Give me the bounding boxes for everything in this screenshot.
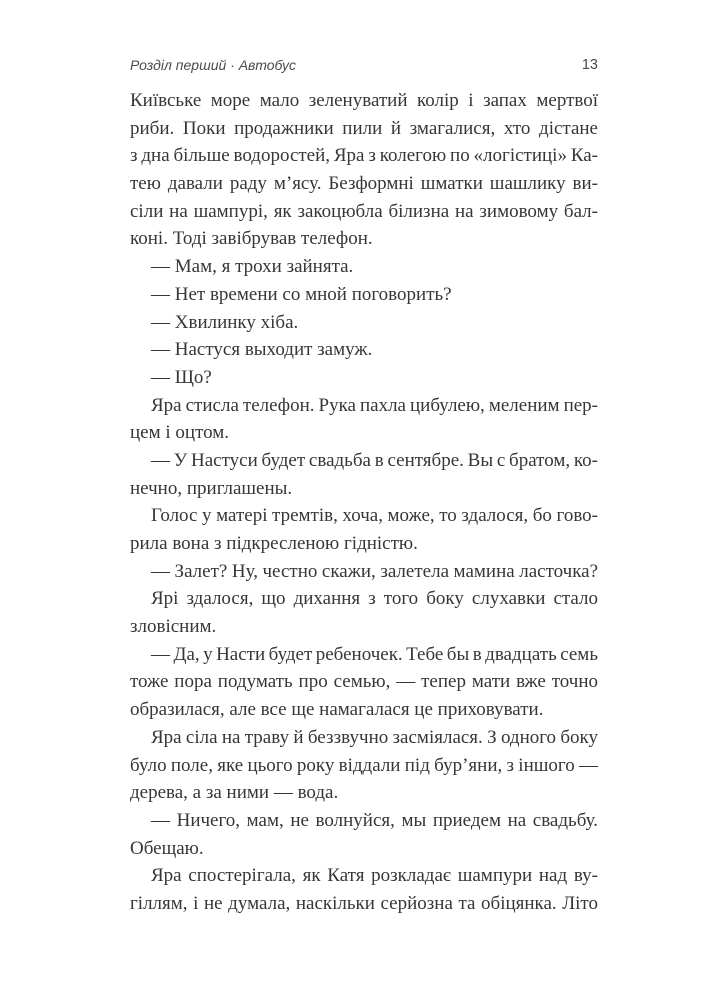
text-line-content: було поле, яке цього року віддали під бур’яни, з іншого — <box>130 754 598 776</box>
text-line <box>130 807 598 835</box>
text-line <box>130 779 598 807</box>
text-line-content: Голос у матері тремтів, хоча, може, то здалося, бо гово- <box>151 505 598 527</box>
text-line-content: тоже пора подумать про семью, — тепер мати вже точно <box>130 671 598 693</box>
text-line <box>130 336 598 364</box>
text-line-content: коні. Тоді завібрував телефон. <box>130 228 373 250</box>
page-number: 13 <box>581 57 598 73</box>
text-line <box>130 558 598 586</box>
text-line <box>130 364 598 392</box>
text-line <box>130 142 598 170</box>
text-line-content: цем і оцтом. <box>130 422 230 444</box>
text-line-content: — Що? <box>151 366 212 388</box>
text-line-content: Яра спостерігала, як Катя розкладає шампури над ву- <box>151 865 598 887</box>
text-line-content: дерева, а за ними — вода. <box>130 782 339 804</box>
text-line <box>130 724 598 752</box>
running-title: Розділ перший · Автобус <box>130 57 297 73</box>
text-line <box>130 835 598 863</box>
text-line-content: сіли на шампурі, як закоцюбла білизна на зимовому бал- <box>130 200 598 222</box>
text-line-content: — Настуся выходит замуж. <box>151 339 373 361</box>
text-line <box>130 309 598 337</box>
text-line-content: зловісним. <box>130 616 217 638</box>
text-line <box>130 392 598 420</box>
text-line-content: — Ничего, мам, не волнуйся, мы приедем на свадьбу. <box>151 809 598 831</box>
text-line <box>130 475 598 503</box>
text-line-content: — Нет времени со мной поговорить? <box>151 283 452 305</box>
text-line-content: з дна більше водоростей, Яра з колегою по «логістиці» Ка- <box>130 145 598 167</box>
text-line-content: — Мам, я трохи зайнята. <box>151 256 354 278</box>
text-line-content: Яра сіла на траву й беззвучно засміялася. З одного боку <box>151 726 598 748</box>
text-line <box>130 641 598 669</box>
text-line-content: рила вона з підкресленою гідністю. <box>130 533 418 554</box>
text-line-content: риби. Поки продажники пили й змагалися, хто дістане <box>130 117 598 139</box>
text-line-content: тею давали раду м’ясу. Безформні шматки шашлику ви- <box>130 173 598 195</box>
text-line <box>130 502 598 530</box>
text-line-content: Яра стисла телефон. Рука пахла цибулею, меленим пер- <box>151 394 598 416</box>
text-line <box>130 447 598 475</box>
text-line-content: — Да, у Насти будет ребеночек. Тебе бы в двадцать семь <box>151 643 598 665</box>
text-line <box>130 862 598 890</box>
body-text <box>130 87 598 918</box>
text-line-content: — Хвилинку хіба. <box>151 311 299 333</box>
text-line-content: нечно, приглашены. <box>130 477 293 499</box>
text-line <box>130 613 598 641</box>
text-line <box>130 696 598 724</box>
text-line-content: Ярі здалося, що дихання з того боку слухавки стало <box>151 588 598 610</box>
text-line-content: Київське море мало зеленуватий колір і запах мертвої <box>130 90 598 111</box>
text-line-content: гіллям, і не думала, наскільки серйозна та обіцянка. Літо <box>130 892 598 914</box>
text-line <box>130 281 598 309</box>
text-line-content: — Залет? Ну, честно скажи, залетела мамина ласточка? <box>151 560 598 582</box>
text-line <box>130 198 598 226</box>
page-header <box>130 57 598 79</box>
text-line <box>130 668 598 696</box>
text-line <box>130 419 598 447</box>
text-line <box>130 585 598 613</box>
text-line <box>130 752 598 780</box>
text-line <box>130 115 598 143</box>
text-line <box>130 253 598 281</box>
text-line <box>130 170 598 198</box>
text-line <box>130 530 598 558</box>
text-line-content: — У Настуси будет свадьба в сентябре. Вы с братом, ко- <box>151 449 598 471</box>
text-line <box>130 225 598 253</box>
text-line-content: Обещаю. <box>130 837 204 859</box>
text-line-content: образилася, але все ще намагалася це приховувати. <box>130 699 544 721</box>
text-line <box>130 890 598 918</box>
text-line <box>130 87 598 115</box>
